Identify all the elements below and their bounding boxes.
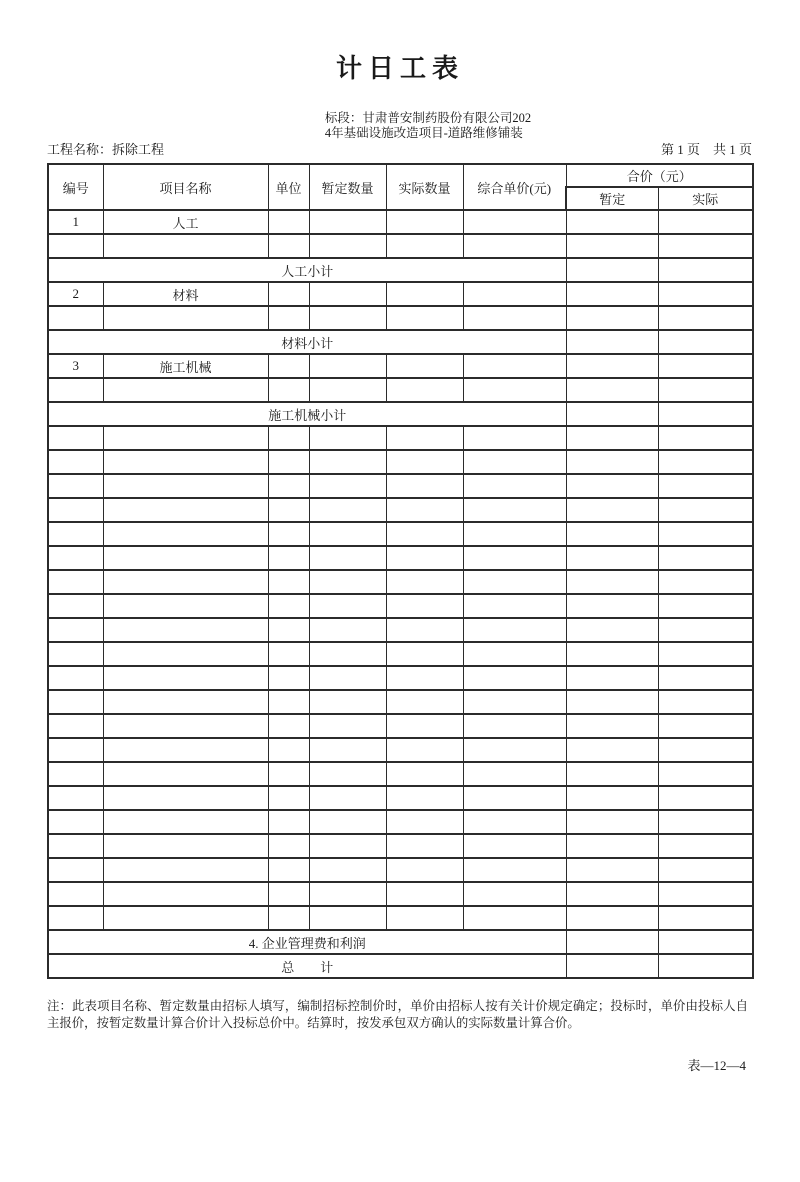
value-cell xyxy=(463,810,566,834)
item-row xyxy=(48,354,753,378)
value-cell xyxy=(103,594,268,618)
value-cell xyxy=(386,618,463,642)
value-cell xyxy=(386,834,463,858)
value-cell xyxy=(463,522,566,546)
value-cell xyxy=(658,450,753,474)
item-no-cell: 3 xyxy=(48,354,103,378)
value-cell xyxy=(103,690,268,714)
value-cell xyxy=(103,546,268,570)
value-cell xyxy=(268,762,309,786)
subtotal-label-cell: 人工小计 xyxy=(48,258,566,282)
value-cell xyxy=(48,426,103,450)
value-cell xyxy=(268,810,309,834)
value-cell xyxy=(386,450,463,474)
value-cell xyxy=(566,690,658,714)
value-cell xyxy=(566,546,658,570)
value-cell xyxy=(309,570,386,594)
value-cell xyxy=(103,810,268,834)
value-cell xyxy=(566,906,658,930)
value-cell xyxy=(48,618,103,642)
value-cell xyxy=(566,234,658,258)
empty-row xyxy=(48,498,753,522)
value-cell xyxy=(103,714,268,738)
value-cell xyxy=(386,738,463,762)
value-cell xyxy=(463,834,566,858)
value-cell xyxy=(103,570,268,594)
value-cell xyxy=(566,450,658,474)
item-name-cell: 材料 xyxy=(103,282,268,306)
value-cell xyxy=(268,858,309,882)
value-cell xyxy=(386,378,463,402)
grand-total-label-cell: 总 计 xyxy=(48,954,566,978)
value-cell xyxy=(268,474,309,498)
value-cell xyxy=(48,906,103,930)
empty-row xyxy=(48,426,753,450)
value-cell xyxy=(566,258,658,282)
value-cell xyxy=(48,714,103,738)
empty-row xyxy=(48,810,753,834)
subtotal-row xyxy=(48,402,753,426)
value-cell xyxy=(103,378,268,402)
value-cell xyxy=(658,402,753,426)
value-cell xyxy=(48,474,103,498)
value-cell xyxy=(566,786,658,810)
value-cell xyxy=(268,882,309,906)
empty-row xyxy=(48,474,753,498)
value-cell xyxy=(566,762,658,786)
value-cell xyxy=(103,882,268,906)
empty-row xyxy=(48,522,753,546)
header-item-name: 项目名称 xyxy=(103,164,268,210)
value-cell xyxy=(463,714,566,738)
value-cell xyxy=(386,522,463,546)
value-cell xyxy=(103,522,268,546)
value-cell xyxy=(566,834,658,858)
value-cell xyxy=(268,354,309,378)
value-cell xyxy=(566,354,658,378)
value-cell xyxy=(566,642,658,666)
value-cell xyxy=(103,474,268,498)
subtotal-label-cell: 施工机械小计 xyxy=(48,402,566,426)
value-cell xyxy=(48,642,103,666)
empty-row xyxy=(48,786,753,810)
value-cell xyxy=(268,594,309,618)
value-cell xyxy=(463,858,566,882)
value-cell xyxy=(566,402,658,426)
header-no: 编号 xyxy=(48,164,103,210)
value-cell xyxy=(309,306,386,330)
empty-row xyxy=(48,642,753,666)
subtotal-row xyxy=(48,330,753,354)
value-cell xyxy=(566,930,658,954)
value-cell xyxy=(566,714,658,738)
value-cell xyxy=(268,450,309,474)
header-total-tentative: 暂定 xyxy=(566,187,658,210)
value-cell xyxy=(386,642,463,666)
value-cell xyxy=(268,498,309,522)
value-cell xyxy=(386,210,463,234)
header-total-price: 合价（元） xyxy=(566,164,753,187)
value-cell xyxy=(658,546,753,570)
value-cell xyxy=(103,834,268,858)
value-cell xyxy=(103,666,268,690)
value-cell xyxy=(386,474,463,498)
value-cell xyxy=(268,522,309,546)
management-label-cell: 4. 企业管理费和利润 xyxy=(48,930,566,954)
value-cell xyxy=(309,450,386,474)
value-cell xyxy=(566,498,658,522)
header-unit-price: 综合单价(元) xyxy=(463,164,566,210)
value-cell xyxy=(566,738,658,762)
item-name-cell: 人工 xyxy=(103,210,268,234)
value-cell xyxy=(566,810,658,834)
form-code: 表—12—4 xyxy=(687,1058,746,1073)
bid-section-line1: 标段：甘肃普安制药股份有限公司202 xyxy=(324,111,532,125)
value-cell xyxy=(309,426,386,450)
value-cell xyxy=(566,666,658,690)
value-cell xyxy=(463,378,566,402)
empty-row xyxy=(48,762,753,786)
value-cell xyxy=(386,282,463,306)
value-cell xyxy=(463,594,566,618)
item-name-cell: 施工机械 xyxy=(103,354,268,378)
value-cell xyxy=(658,810,753,834)
value-cell xyxy=(463,738,566,762)
value-cell xyxy=(268,666,309,690)
value-cell xyxy=(309,906,386,930)
value-cell xyxy=(463,642,566,666)
value-cell xyxy=(48,858,103,882)
value-cell xyxy=(658,666,753,690)
item-no-cell: 1 xyxy=(48,210,103,234)
daywork-form-page xyxy=(0,54,800,1182)
value-cell xyxy=(658,762,753,786)
page-indicator: 第 1 页 共 1 页 xyxy=(660,142,752,157)
value-cell xyxy=(463,354,566,378)
value-cell xyxy=(658,306,753,330)
value-cell xyxy=(658,594,753,618)
empty-row xyxy=(48,738,753,762)
value-cell xyxy=(268,210,309,234)
value-cell xyxy=(309,234,386,258)
subtotal-row xyxy=(48,258,753,282)
value-cell xyxy=(48,378,103,402)
value-cell xyxy=(386,594,463,618)
value-cell xyxy=(463,234,566,258)
value-cell xyxy=(463,666,566,690)
value-cell xyxy=(658,786,753,810)
value-cell xyxy=(309,474,386,498)
value-cell xyxy=(566,474,658,498)
value-cell xyxy=(386,810,463,834)
value-cell xyxy=(268,282,309,306)
value-cell xyxy=(566,306,658,330)
value-cell xyxy=(309,210,386,234)
empty-row xyxy=(48,306,753,330)
header-total-actual: 实际 xyxy=(658,187,753,210)
value-cell xyxy=(309,594,386,618)
value-cell xyxy=(48,882,103,906)
value-cell xyxy=(658,858,753,882)
value-cell xyxy=(103,786,268,810)
value-cell xyxy=(268,426,309,450)
value-cell xyxy=(386,354,463,378)
empty-row xyxy=(48,858,753,882)
value-cell xyxy=(658,690,753,714)
value-cell xyxy=(658,426,753,450)
value-cell xyxy=(658,474,753,498)
value-cell xyxy=(48,570,103,594)
value-cell xyxy=(386,426,463,450)
value-cell xyxy=(386,690,463,714)
value-cell xyxy=(566,522,658,546)
value-cell xyxy=(658,930,753,954)
value-cell xyxy=(309,282,386,306)
value-cell xyxy=(309,498,386,522)
value-cell xyxy=(658,882,753,906)
value-cell xyxy=(309,762,386,786)
value-cell xyxy=(103,450,268,474)
empty-row xyxy=(48,594,753,618)
value-cell xyxy=(268,714,309,738)
header-tentative-qty: 暂定数量 xyxy=(309,164,386,210)
value-cell xyxy=(566,210,658,234)
value-cell xyxy=(309,786,386,810)
value-cell xyxy=(386,234,463,258)
value-cell xyxy=(658,618,753,642)
empty-row xyxy=(48,882,753,906)
value-cell xyxy=(566,954,658,978)
value-cell xyxy=(463,762,566,786)
value-cell xyxy=(566,882,658,906)
value-cell xyxy=(386,882,463,906)
subtotal-label-cell: 材料小计 xyxy=(48,330,566,354)
value-cell xyxy=(658,954,753,978)
value-cell xyxy=(658,714,753,738)
value-cell xyxy=(658,570,753,594)
value-cell xyxy=(48,786,103,810)
value-cell xyxy=(566,594,658,618)
value-cell xyxy=(386,906,463,930)
value-cell xyxy=(48,738,103,762)
value-cell xyxy=(268,786,309,810)
value-cell xyxy=(309,810,386,834)
value-cell xyxy=(566,330,658,354)
value-cell xyxy=(48,762,103,786)
value-cell xyxy=(658,378,753,402)
value-cell xyxy=(309,882,386,906)
value-cell xyxy=(103,738,268,762)
value-cell xyxy=(309,522,386,546)
empty-row xyxy=(48,834,753,858)
value-cell xyxy=(48,690,103,714)
value-cell xyxy=(268,570,309,594)
value-cell xyxy=(386,546,463,570)
value-cell xyxy=(268,618,309,642)
value-cell xyxy=(386,786,463,810)
value-cell xyxy=(309,378,386,402)
value-cell xyxy=(309,354,386,378)
value-cell xyxy=(309,714,386,738)
value-cell xyxy=(48,546,103,570)
note-text: 注：此表项目名称、暂定数量由招标人填写，编制招标控制价时，单价由招标人按有关计价规定确定；投标时，单价由投标人自主报价，按暂定数量计算合价计入投标总价中。结算时，按发承包双方确认的实际数量计算合价。 xyxy=(47,999,748,1030)
value-cell xyxy=(463,786,566,810)
header-unit: 单位 xyxy=(268,164,309,210)
value-cell xyxy=(658,234,753,258)
value-cell xyxy=(658,354,753,378)
value-cell xyxy=(463,906,566,930)
value-cell xyxy=(268,378,309,402)
grand-total-row xyxy=(48,954,753,978)
empty-row xyxy=(48,618,753,642)
empty-row xyxy=(48,450,753,474)
value-cell xyxy=(103,642,268,666)
header-actual-qty: 实际数量 xyxy=(386,164,463,210)
value-cell xyxy=(48,306,103,330)
value-cell xyxy=(309,642,386,666)
value-cell xyxy=(658,498,753,522)
value-cell xyxy=(463,306,566,330)
value-cell xyxy=(309,618,386,642)
daywork-table-header xyxy=(48,164,753,210)
value-cell xyxy=(48,522,103,546)
value-cell xyxy=(48,834,103,858)
value-cell xyxy=(658,282,753,306)
bid-section-block xyxy=(0,111,800,141)
value-cell xyxy=(268,546,309,570)
empty-row xyxy=(48,690,753,714)
value-cell xyxy=(566,426,658,450)
value-cell xyxy=(268,306,309,330)
value-cell xyxy=(658,210,753,234)
value-cell xyxy=(658,738,753,762)
value-cell xyxy=(463,474,566,498)
value-cell xyxy=(463,882,566,906)
value-cell xyxy=(566,618,658,642)
value-cell xyxy=(309,546,386,570)
daywork-table xyxy=(47,163,754,979)
value-cell xyxy=(463,618,566,642)
value-cell xyxy=(48,498,103,522)
value-cell xyxy=(658,834,753,858)
empty-row xyxy=(48,666,753,690)
value-cell xyxy=(268,690,309,714)
value-cell xyxy=(386,306,463,330)
value-cell xyxy=(463,282,566,306)
empty-row xyxy=(48,546,753,570)
value-cell xyxy=(463,498,566,522)
daywork-table-body xyxy=(48,210,753,978)
value-cell xyxy=(309,690,386,714)
value-cell xyxy=(386,666,463,690)
empty-row xyxy=(48,378,753,402)
value-cell xyxy=(463,690,566,714)
value-cell xyxy=(566,858,658,882)
value-cell xyxy=(103,906,268,930)
value-cell xyxy=(268,642,309,666)
value-cell xyxy=(386,858,463,882)
value-cell xyxy=(386,570,463,594)
empty-row xyxy=(48,714,753,738)
page-title: 计日工表 xyxy=(335,54,464,83)
value-cell xyxy=(386,714,463,738)
value-cell xyxy=(309,666,386,690)
value-cell xyxy=(566,282,658,306)
value-cell xyxy=(463,546,566,570)
value-cell xyxy=(658,906,753,930)
value-cell xyxy=(463,450,566,474)
value-cell xyxy=(103,234,268,258)
value-cell xyxy=(103,498,268,522)
empty-row xyxy=(48,570,753,594)
value-cell xyxy=(309,858,386,882)
value-cell xyxy=(48,450,103,474)
value-cell xyxy=(103,618,268,642)
value-cell xyxy=(566,570,658,594)
value-cell xyxy=(463,570,566,594)
value-cell xyxy=(268,234,309,258)
value-cell xyxy=(658,642,753,666)
value-cell xyxy=(658,330,753,354)
value-cell xyxy=(463,426,566,450)
value-cell xyxy=(309,834,386,858)
value-cell xyxy=(658,522,753,546)
value-cell xyxy=(48,810,103,834)
value-cell xyxy=(463,210,566,234)
value-cell xyxy=(103,426,268,450)
value-cell xyxy=(48,594,103,618)
value-cell xyxy=(386,498,463,522)
value-cell xyxy=(658,258,753,282)
value-cell xyxy=(103,762,268,786)
item-row xyxy=(48,282,753,306)
empty-row xyxy=(48,906,753,930)
value-cell xyxy=(48,234,103,258)
value-cell xyxy=(103,858,268,882)
value-cell xyxy=(48,666,103,690)
bid-section-line2: 4年基础设施改造项目-道路维修铺装 xyxy=(324,126,523,140)
value-cell xyxy=(268,906,309,930)
item-no-cell: 2 xyxy=(48,282,103,306)
table-meta-row xyxy=(47,142,752,158)
value-cell xyxy=(268,738,309,762)
item-row xyxy=(48,210,753,234)
empty-row xyxy=(48,234,753,258)
header-row-1 xyxy=(48,164,753,187)
value-cell xyxy=(309,738,386,762)
management-row xyxy=(48,930,753,954)
value-cell xyxy=(566,378,658,402)
value-cell xyxy=(268,834,309,858)
value-cell xyxy=(103,306,268,330)
project-name-label: 工程名称：拆除工程 xyxy=(47,142,165,157)
value-cell xyxy=(386,762,463,786)
